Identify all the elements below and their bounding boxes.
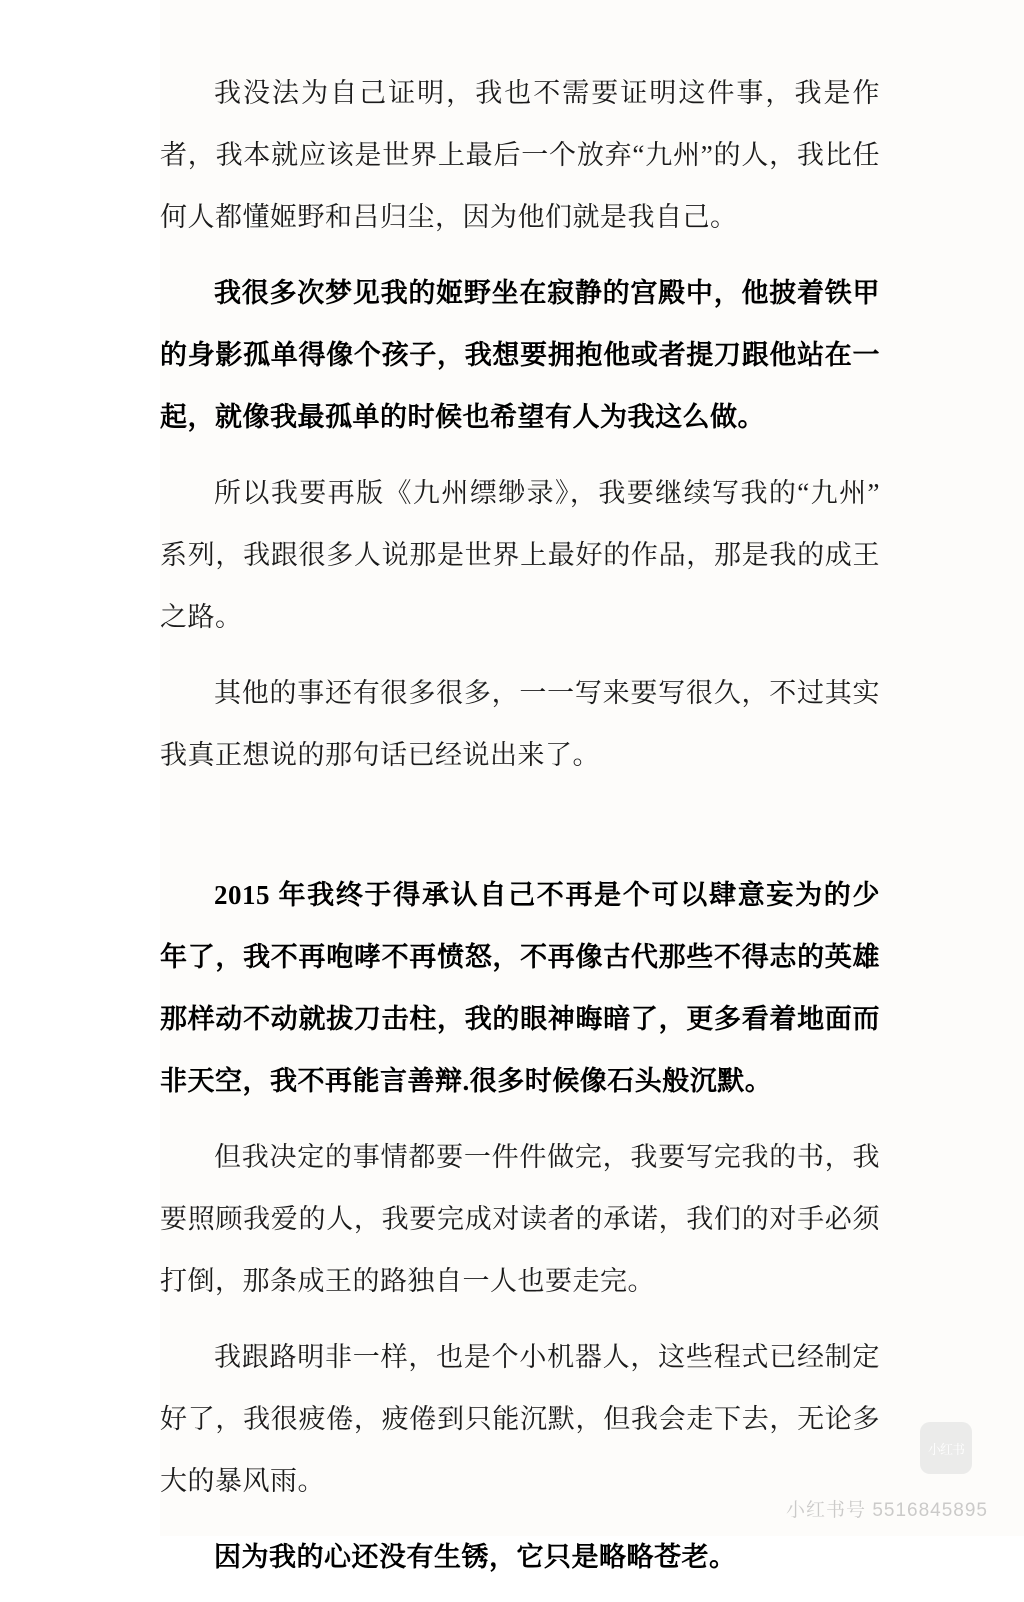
paragraph: 因为我的心还没有生锈，它只是略略苍老。 [214,1542,737,1572]
paragraph: 我没法为自己证明，我也不需要证明这件事，我是作者，我本就应该是世界上最后一个放弃“九州”的人，我比任何人都懂姬野和吕归尘，因为他们就是我自己。 [160,78,880,232]
xiaohongshu-logo-watermark-icon: 小红书 [920,1422,972,1474]
paragraph: 但我决定的事情都要一件件做完，我要写完我的书，我要照顾我爱的人，我要完成对读者的承诺，我们的对手必须打倒，那条成王的路独自一人也要走完。 [160,1142,880,1296]
document-body [160,0,880,1602]
paragraph: 所以我要再版《九州缥缈录》，我要继续写我的“九州”系列，我跟很多人说那是世界上最好的作品，那是我的成王之路。 [160,478,880,632]
paragraph: 其他的事还有很多很多，一一写来要写很久，不过其实我真正想说的那句话已经说出来了。 [160,678,880,770]
paragraph: 我很多次梦见我的姬野坐在寂静的宫殿中，他披着铁甲的身影孤单得像个孩子，我想要拥抱他或者提刀跟他站在一起，就像我最孤单的时候也希望有人为我这么做。 [160,278,880,432]
paragraph: 我跟路明非一样，也是个小机器人，这些程式已经制定好了，我很疲倦，疲倦到只能沉默，但我会走下去，无论多大的暴风雨。 [160,1342,880,1496]
account-id-watermark: 小红书号 5516845895 [786,1500,988,1521]
page-left-margin [0,0,160,1536]
paragraph: 2015 年我终于得承认自己不再是个可以肆意妄为的少年了，我不再咆哮不再愤怒，不再像古代那些不得志的英雄那样动不动就拔刀击柱，我的眼神晦暗了，更多看着地面而非天空，我不再能言善辩.很多时候像石头般沉默。 [160,880,880,1096]
